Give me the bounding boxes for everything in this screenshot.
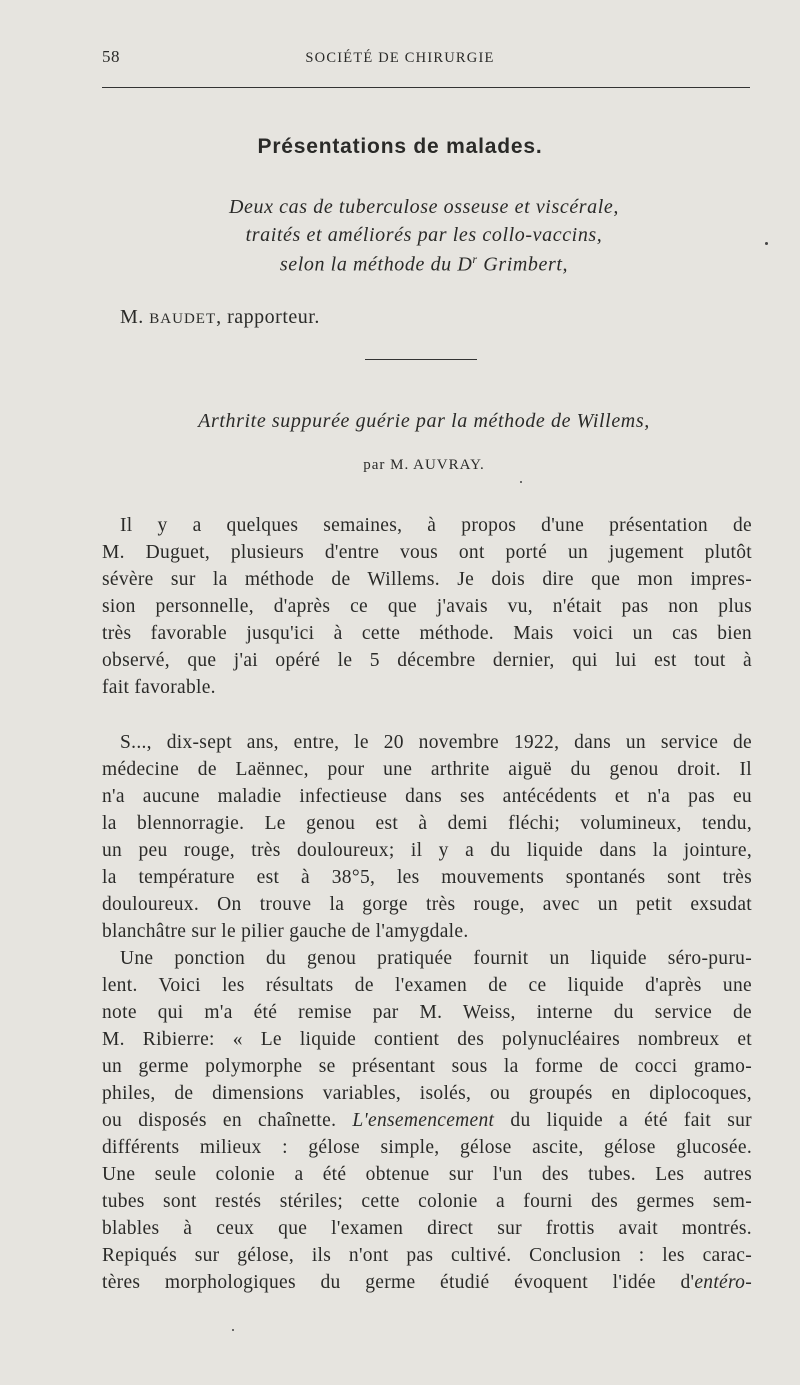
rapporteur-line: M. BAUDET, rapporteur. (120, 306, 320, 328)
body-line: la blennorragie. Le genou est à demi fléchi; volumineux, tendu, (102, 813, 752, 834)
page-number: 58 (102, 47, 120, 66)
article-title: Arthrite suppurée guérie par la méthode de Willems, (198, 410, 650, 432)
body-line: lent. Voici les résultats de l'examen de ce liquide d'après une (102, 975, 752, 996)
body-line: n'a aucune maladie infectieuse dans ses antécédents et n'a pas eu (102, 786, 752, 807)
scan-speck (520, 481, 522, 483)
body-line: médecine de Laënnec, pour une arthrite aiguë du genou droit. Il (102, 759, 752, 780)
section-separator (365, 359, 477, 360)
body-line: blables à ceux que l'examen direct sur frottis avait montrés. (102, 1218, 752, 1239)
body-line: sion personnelle, d'après ce que j'avais vu, n'était pas non plus (102, 596, 752, 617)
body-line-mixed: ou disposés en chaînette. L'ensemencement du liquide a été fait sur (102, 1110, 752, 1131)
section-title: Présentations de malades. (257, 135, 543, 158)
body-line: très favorable jusqu'ici à cette méthode. Mais voici un cas bien (102, 623, 752, 644)
body-line: Une seule colonie a été obtenue sur l'un des tubes. Les autres (102, 1164, 752, 1185)
body-line: note qui m'a été remise par M. Weiss, interne du service de (102, 1002, 752, 1023)
body-line: Une ponction du genou pratiquée fournit un liquide séro-puru- (120, 948, 752, 969)
body-line: un germe polymorphe se présentant sous la forme de cocci gramo- (102, 1056, 752, 1077)
body-line: sévère sur la méthode de Willems. Je dois dire que mon impres- (102, 569, 752, 590)
header-rule (102, 87, 750, 88)
body-line: douloureux. On trouve la gorge très rouge, avec un petit exsudat (102, 894, 752, 915)
scan-speck (232, 1329, 234, 1331)
running-title: SOCIÉTÉ DE CHIRURGIE (305, 50, 495, 66)
body-line: M. Duguet, plusieurs d'entre vous ont porté un jugement plutôt (102, 542, 752, 563)
case-title-line-1: Deux cas de tuberculose osseuse et viscérale, (228, 196, 620, 218)
body-line: philes, de dimensions variables, isolés, ou groupés en diplocoques, (102, 1083, 752, 1104)
body-line: blanchâtre sur le pilier gauche de l'amygdale. (102, 921, 469, 942)
body-line: S..., dix-sept ans, entre, le 20 novembre 1922, dans un service de (120, 732, 752, 753)
case-title-line-3: selon la méthode du $D^r$ Grimbert, (279, 252, 569, 276)
body-line: la température est à 38°5, les mouvements spontanés sont très (102, 867, 752, 888)
body-line: Il y a quelques semaines, à propos d'une présentation de (120, 515, 752, 536)
author-line: par M. AUVRAY. (363, 457, 485, 473)
body-line: observé, que j'ai opéré le 5 décembre dernier, qui lui est tout à (102, 650, 752, 671)
body-line-mixed: tères morphologiques du germe étudié évoquent l'idée d'entéro- (102, 1272, 752, 1293)
scan-speck (765, 242, 768, 245)
body-line: fait favorable. (102, 677, 216, 698)
body-line: Repiqués sur gélose, ils n'ont pas cultivé. Conclusion : les carac- (102, 1245, 752, 1266)
body-line: différents milieux : gélose simple, gélose ascite, gélose glucosée. (102, 1137, 752, 1158)
body-line: M. Ribierre: « Le liquide contient des polynucléaires nombreux et (102, 1029, 752, 1050)
case-title-line-2: traités et améliorés par les collo-vaccins, (245, 224, 603, 246)
body-line: un peu rouge, très douloureux; il y a du liquide dans la jointure, (102, 840, 752, 861)
body-line: tubes sont restés stériles; cette colonie a fourni des germes sem- (102, 1191, 752, 1212)
